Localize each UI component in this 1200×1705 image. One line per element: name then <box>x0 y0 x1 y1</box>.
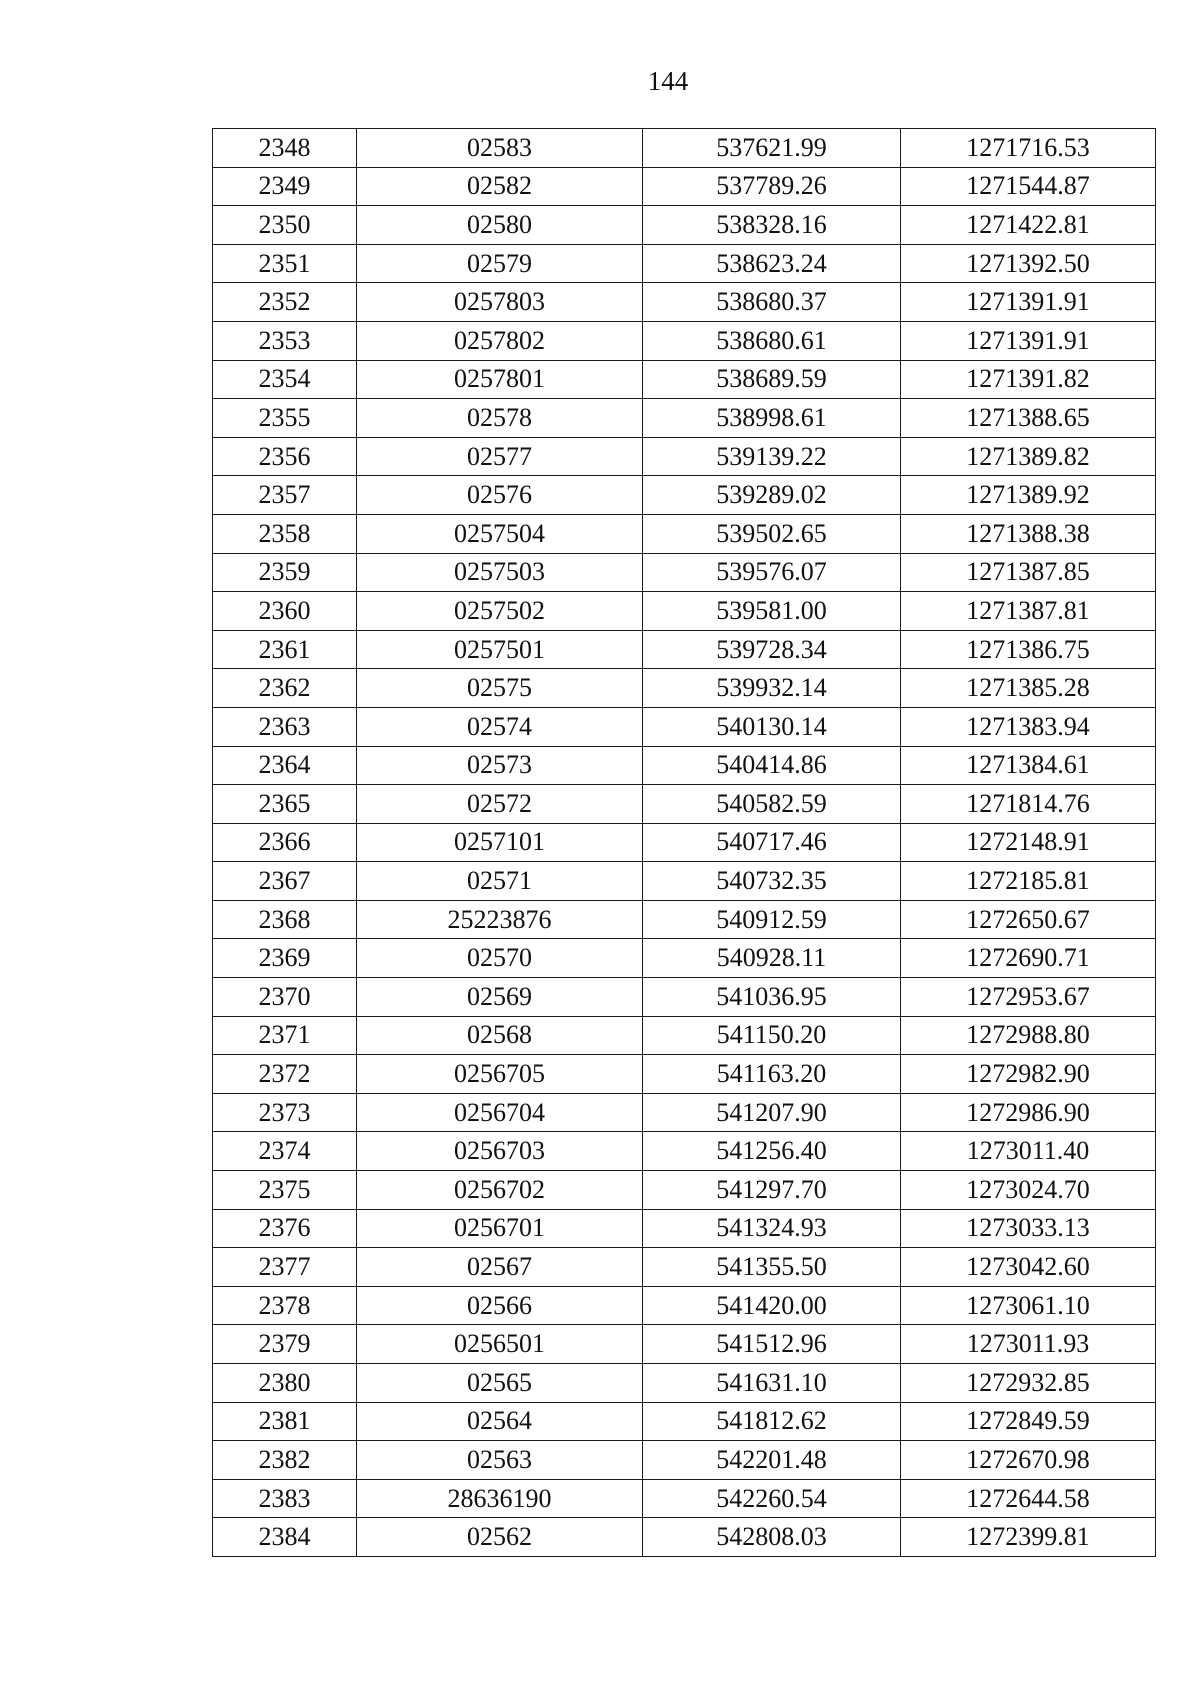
y-coordinate-cell: 1271422.81 <box>901 206 1156 245</box>
table-row <box>213 1364 1156 1403</box>
row-index-cell: 2353 <box>213 321 357 360</box>
y-coordinate-cell: 1273024.70 <box>901 1171 1156 1210</box>
point-id-cell: 0257503 <box>357 553 643 592</box>
table-row <box>213 283 1156 322</box>
row-index-cell: 2352 <box>213 283 357 322</box>
y-coordinate-cell: 1272953.67 <box>901 978 1156 1017</box>
y-coordinate-cell: 1271391.91 <box>901 321 1156 360</box>
point-id-cell: 02565 <box>357 1364 643 1403</box>
point-id-cell: 02574 <box>357 707 643 746</box>
row-index-cell: 2367 <box>213 862 357 901</box>
x-coordinate-cell: 542201.48 <box>643 1441 901 1480</box>
row-index-cell: 2380 <box>213 1364 357 1403</box>
y-coordinate-cell: 1271388.65 <box>901 399 1156 438</box>
table-row <box>213 1132 1156 1171</box>
x-coordinate-cell: 540912.59 <box>643 900 901 939</box>
x-coordinate-cell: 541036.95 <box>643 978 901 1017</box>
y-coordinate-cell: 1272644.58 <box>901 1479 1156 1518</box>
table-row <box>213 1171 1156 1210</box>
row-index-cell: 2381 <box>213 1402 357 1441</box>
point-id-cell: 02564 <box>357 1402 643 1441</box>
y-coordinate-cell: 1271716.53 <box>901 129 1156 168</box>
row-index-cell: 2373 <box>213 1093 357 1132</box>
x-coordinate-cell: 541150.20 <box>643 1016 901 1055</box>
x-coordinate-cell: 540717.46 <box>643 823 901 862</box>
y-coordinate-cell: 1272982.90 <box>901 1055 1156 1094</box>
y-coordinate-cell: 1271389.82 <box>901 437 1156 476</box>
table-row <box>213 1325 1156 1364</box>
y-coordinate-cell: 1271386.75 <box>901 630 1156 669</box>
row-index-cell: 2374 <box>213 1132 357 1171</box>
point-id-cell: 28636190 <box>357 1479 643 1518</box>
y-coordinate-cell: 1272148.91 <box>901 823 1156 862</box>
x-coordinate-cell: 538998.61 <box>643 399 901 438</box>
x-coordinate-cell: 541207.90 <box>643 1093 901 1132</box>
x-coordinate-cell: 538689.59 <box>643 360 901 399</box>
table-row <box>213 514 1156 553</box>
x-coordinate-cell: 540928.11 <box>643 939 901 978</box>
x-coordinate-cell: 538623.24 <box>643 244 901 283</box>
y-coordinate-cell: 1273011.40 <box>901 1132 1156 1171</box>
point-id-cell: 02566 <box>357 1286 643 1325</box>
coordinates-table <box>212 128 1156 1557</box>
point-id-cell: 0257101 <box>357 823 643 862</box>
x-coordinate-cell: 541256.40 <box>643 1132 901 1171</box>
table-row <box>213 244 1156 283</box>
table-row <box>213 1016 1156 1055</box>
point-id-cell: 0257802 <box>357 321 643 360</box>
y-coordinate-cell: 1272670.98 <box>901 1441 1156 1480</box>
point-id-cell: 02580 <box>357 206 643 245</box>
y-coordinate-cell: 1271389.92 <box>901 476 1156 515</box>
table-row <box>213 129 1156 168</box>
point-id-cell: 0256702 <box>357 1171 643 1210</box>
y-coordinate-cell: 1271384.61 <box>901 746 1156 785</box>
table-row <box>213 1055 1156 1094</box>
y-coordinate-cell: 1272849.59 <box>901 1402 1156 1441</box>
y-coordinate-cell: 1272690.71 <box>901 939 1156 978</box>
table-row <box>213 360 1156 399</box>
x-coordinate-cell: 541420.00 <box>643 1286 901 1325</box>
table-row <box>213 785 1156 824</box>
table-row <box>213 1479 1156 1518</box>
y-coordinate-cell: 1271385.28 <box>901 669 1156 708</box>
y-coordinate-cell: 1272986.90 <box>901 1093 1156 1132</box>
table-row <box>213 939 1156 978</box>
row-index-cell: 2359 <box>213 553 357 592</box>
table-row <box>213 978 1156 1017</box>
y-coordinate-cell: 1271387.85 <box>901 553 1156 592</box>
row-index-cell: 2350 <box>213 206 357 245</box>
x-coordinate-cell: 540130.14 <box>643 707 901 746</box>
row-index-cell: 2351 <box>213 244 357 283</box>
table-row <box>213 900 1156 939</box>
y-coordinate-cell: 1273042.60 <box>901 1248 1156 1287</box>
point-id-cell: 02568 <box>357 1016 643 1055</box>
point-id-cell: 02582 <box>357 167 643 206</box>
table-row <box>213 553 1156 592</box>
x-coordinate-cell: 538680.61 <box>643 321 901 360</box>
row-index-cell: 2370 <box>213 978 357 1017</box>
row-index-cell: 2360 <box>213 592 357 631</box>
row-index-cell: 2354 <box>213 360 357 399</box>
table-row <box>213 321 1156 360</box>
table-row <box>213 1402 1156 1441</box>
y-coordinate-cell: 1273011.93 <box>901 1325 1156 1364</box>
row-index-cell: 2369 <box>213 939 357 978</box>
x-coordinate-cell: 538328.16 <box>643 206 901 245</box>
point-id-cell: 0256501 <box>357 1325 643 1364</box>
row-index-cell: 2365 <box>213 785 357 824</box>
row-index-cell: 2368 <box>213 900 357 939</box>
x-coordinate-cell: 539289.02 <box>643 476 901 515</box>
y-coordinate-cell: 1272650.67 <box>901 900 1156 939</box>
y-coordinate-cell: 1273033.13 <box>901 1209 1156 1248</box>
point-id-cell: 0257801 <box>357 360 643 399</box>
row-index-cell: 2383 <box>213 1479 357 1518</box>
table-row <box>213 1441 1156 1480</box>
point-id-cell: 02570 <box>357 939 643 978</box>
x-coordinate-cell: 542808.03 <box>643 1518 901 1557</box>
row-index-cell: 2358 <box>213 514 357 553</box>
x-coordinate-cell: 539728.34 <box>643 630 901 669</box>
table-row <box>213 1209 1156 1248</box>
table-row <box>213 399 1156 438</box>
y-coordinate-cell: 1271392.50 <box>901 244 1156 283</box>
point-id-cell: 0256703 <box>357 1132 643 1171</box>
x-coordinate-cell: 540732.35 <box>643 862 901 901</box>
x-coordinate-cell: 540414.86 <box>643 746 901 785</box>
x-coordinate-cell: 538680.37 <box>643 283 901 322</box>
row-index-cell: 2349 <box>213 167 357 206</box>
row-index-cell: 2355 <box>213 399 357 438</box>
row-index-cell: 2357 <box>213 476 357 515</box>
x-coordinate-cell: 539576.07 <box>643 553 901 592</box>
point-id-cell: 0256705 <box>357 1055 643 1094</box>
y-coordinate-cell: 1271544.87 <box>901 167 1156 206</box>
x-coordinate-cell: 539139.22 <box>643 437 901 476</box>
page-number: 144 <box>647 66 689 96</box>
point-id-cell: 02563 <box>357 1441 643 1480</box>
y-coordinate-cell: 1272932.85 <box>901 1364 1156 1403</box>
row-index-cell: 2378 <box>213 1286 357 1325</box>
y-coordinate-cell: 1271391.82 <box>901 360 1156 399</box>
point-id-cell: 02583 <box>357 129 643 168</box>
row-index-cell: 2376 <box>213 1209 357 1248</box>
x-coordinate-cell: 542260.54 <box>643 1479 901 1518</box>
point-id-cell: 25223876 <box>357 900 643 939</box>
x-coordinate-cell: 541812.62 <box>643 1402 901 1441</box>
row-index-cell: 2382 <box>213 1441 357 1480</box>
row-index-cell: 2377 <box>213 1248 357 1287</box>
table-row <box>213 669 1156 708</box>
x-coordinate-cell: 541297.70 <box>643 1171 901 1210</box>
point-id-cell: 0257504 <box>357 514 643 553</box>
point-id-cell: 02562 <box>357 1518 643 1557</box>
x-coordinate-cell: 537789.26 <box>643 167 901 206</box>
row-index-cell: 2372 <box>213 1055 357 1094</box>
point-id-cell: 0257502 <box>357 592 643 631</box>
table-row <box>213 1093 1156 1132</box>
point-id-cell: 0257501 <box>357 630 643 669</box>
x-coordinate-cell: 539502.65 <box>643 514 901 553</box>
x-coordinate-cell: 540582.59 <box>643 785 901 824</box>
x-coordinate-cell: 541324.93 <box>643 1209 901 1248</box>
table-row <box>213 167 1156 206</box>
table-row <box>213 630 1156 669</box>
row-index-cell: 2379 <box>213 1325 357 1364</box>
table-row <box>213 862 1156 901</box>
y-coordinate-cell: 1272988.80 <box>901 1016 1156 1055</box>
table-row <box>213 437 1156 476</box>
row-index-cell: 2366 <box>213 823 357 862</box>
point-id-cell: 02572 <box>357 785 643 824</box>
y-coordinate-cell: 1271814.76 <box>901 785 1156 824</box>
row-index-cell: 2375 <box>213 1171 357 1210</box>
table-row <box>213 1248 1156 1287</box>
row-index-cell: 2348 <box>213 129 357 168</box>
point-id-cell: 02576 <box>357 476 643 515</box>
x-coordinate-cell: 541631.10 <box>643 1364 901 1403</box>
coordinates-table-body <box>213 129 1156 1557</box>
y-coordinate-cell: 1271383.94 <box>901 707 1156 746</box>
point-id-cell: 02569 <box>357 978 643 1017</box>
y-coordinate-cell: 1271388.38 <box>901 514 1156 553</box>
table-row <box>213 206 1156 245</box>
row-index-cell: 2364 <box>213 746 357 785</box>
table-row <box>213 746 1156 785</box>
point-id-cell: 02567 <box>357 1248 643 1287</box>
table-row <box>213 1286 1156 1325</box>
point-id-cell: 02577 <box>357 437 643 476</box>
row-index-cell: 2361 <box>213 630 357 669</box>
y-coordinate-cell: 1272399.81 <box>901 1518 1156 1557</box>
x-coordinate-cell: 541355.50 <box>643 1248 901 1287</box>
row-index-cell: 2384 <box>213 1518 357 1557</box>
point-id-cell: 02573 <box>357 746 643 785</box>
point-id-cell: 02579 <box>357 244 643 283</box>
table-row <box>213 1518 1156 1557</box>
x-coordinate-cell: 539932.14 <box>643 669 901 708</box>
point-id-cell: 02571 <box>357 862 643 901</box>
row-index-cell: 2363 <box>213 707 357 746</box>
row-index-cell: 2362 <box>213 669 357 708</box>
table-row <box>213 592 1156 631</box>
x-coordinate-cell: 539581.00 <box>643 592 901 631</box>
row-index-cell: 2356 <box>213 437 357 476</box>
x-coordinate-cell: 541163.20 <box>643 1055 901 1094</box>
table-row <box>213 476 1156 515</box>
x-coordinate-cell: 537621.99 <box>643 129 901 168</box>
point-id-cell: 02575 <box>357 669 643 708</box>
row-index-cell: 2371 <box>213 1016 357 1055</box>
table-row <box>213 823 1156 862</box>
point-id-cell: 0257803 <box>357 283 643 322</box>
y-coordinate-cell: 1271391.91 <box>901 283 1156 322</box>
y-coordinate-cell: 1272185.81 <box>901 862 1156 901</box>
x-coordinate-cell: 541512.96 <box>643 1325 901 1364</box>
table-row <box>213 707 1156 746</box>
point-id-cell: 0256701 <box>357 1209 643 1248</box>
point-id-cell: 02578 <box>357 399 643 438</box>
point-id-cell: 0256704 <box>357 1093 643 1132</box>
y-coordinate-cell: 1271387.81 <box>901 592 1156 631</box>
y-coordinate-cell: 1273061.10 <box>901 1286 1156 1325</box>
